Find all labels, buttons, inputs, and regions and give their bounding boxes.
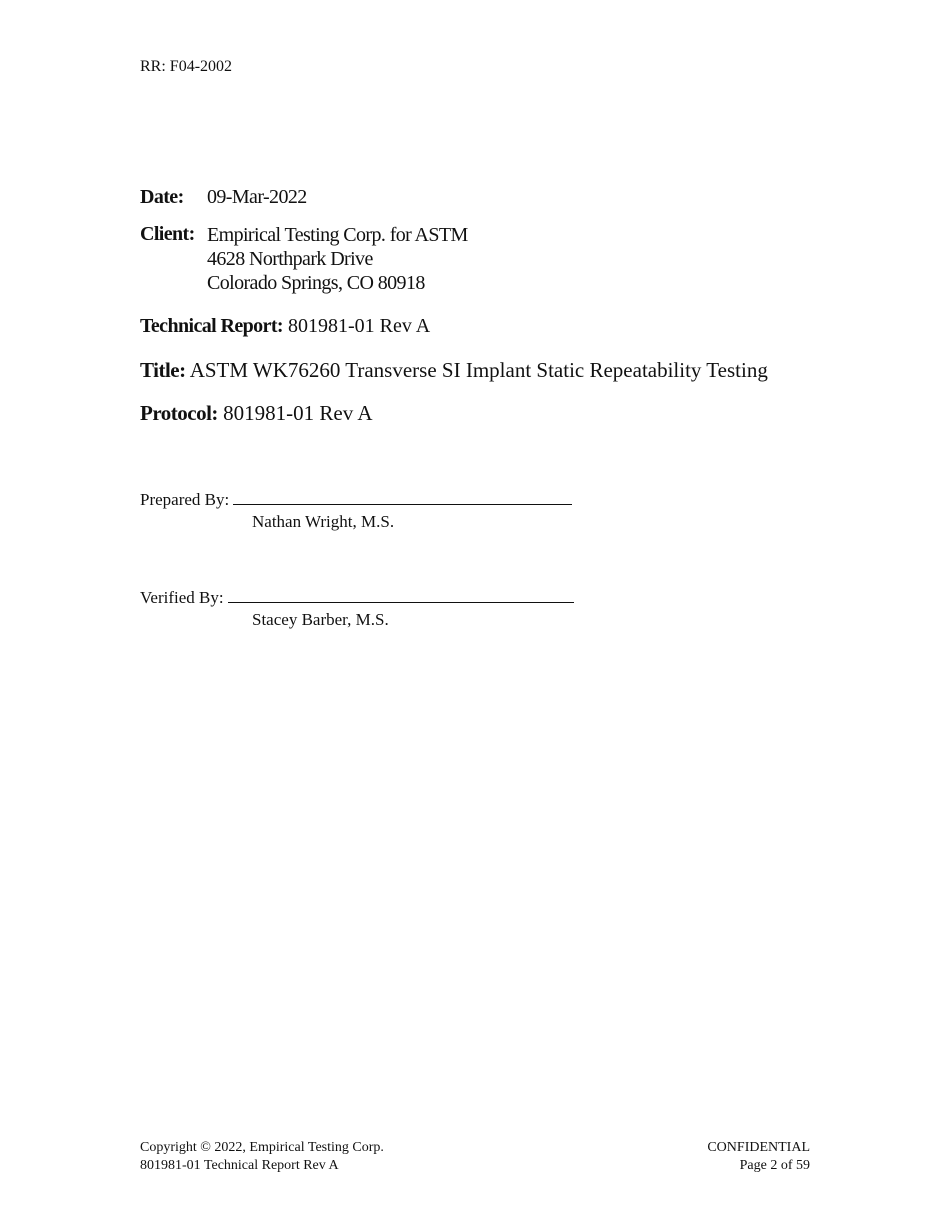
footer-left (140, 1139, 384, 1175)
client-city: Colorado Springs, CO 80918 (207, 272, 425, 294)
footer-right (707, 1139, 810, 1175)
footer-confidential: CONFIDENTIAL (707, 1140, 810, 1155)
protocol-row (140, 401, 373, 426)
client-label: Client: (140, 223, 195, 245)
technical-report-label: Technical Report: (140, 315, 283, 337)
technical-report-value: 801981-01 Rev A (287, 315, 431, 337)
title-value: ASTM WK76260 Transverse SI Implant Static Repeatability Testing (189, 358, 768, 382)
footer-doc-ref: 801981-01 Technical Report Rev A (140, 1158, 339, 1173)
technical-report-row (140, 315, 430, 338)
date-label: Date: (140, 186, 184, 208)
client-name: Empirical Testing Corp. for ASTM (207, 224, 468, 246)
verified-by-signature-line (228, 601, 574, 603)
footer-page-number: Page 2 of 59 (739, 1158, 810, 1173)
protocol-value: 801981-01 Rev A (223, 401, 373, 425)
date-row (140, 186, 307, 209)
title-label: Title: (140, 358, 186, 382)
client-street: 4628 Northpark Drive (207, 248, 373, 270)
protocol-label: Protocol: (140, 401, 218, 425)
document-reference: RR: F04-2002 (140, 58, 233, 75)
date-value: 09-Mar-2022 (207, 186, 307, 208)
verified-by-row (140, 588, 574, 608)
prepared-by-label: Prepared By: (140, 490, 230, 509)
verified-by-name: Stacey Barber, M.S. (252, 610, 389, 629)
title-row (140, 358, 768, 383)
prepared-by-signature-line (233, 503, 572, 505)
client-address (207, 223, 468, 295)
prepared-by-name: Nathan Wright, M.S. (252, 512, 395, 531)
footer-copyright: Copyright © 2022, Empirical Testing Corp. (140, 1140, 384, 1155)
prepared-by-row (140, 490, 572, 510)
verified-by-label: Verified By: (140, 588, 224, 607)
